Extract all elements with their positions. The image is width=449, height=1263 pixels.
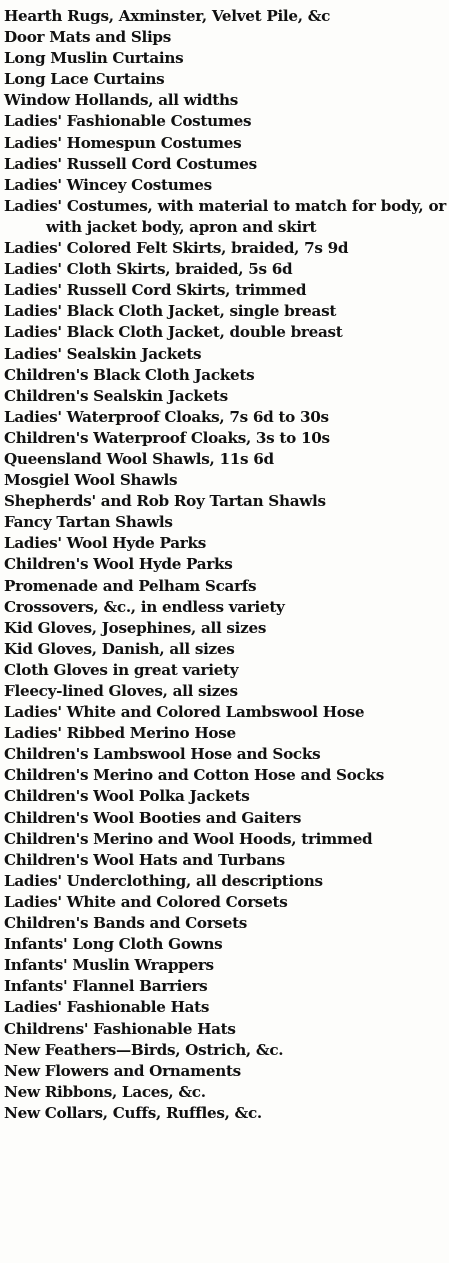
list-item: Infants' Muslin Wrappers bbox=[4, 956, 214, 975]
list-item: Children's Sealskin Jackets bbox=[4, 386, 228, 405]
list-item: Long Muslin Curtains bbox=[4, 49, 184, 68]
list-item: Children's Waterproof Cloaks, 3s to 10s bbox=[4, 428, 330, 447]
list-item: Hearth Rugs, Axminster, Velvet Pile, &c bbox=[4, 7, 331, 25]
list-item: Children's Wool Polka Jackets bbox=[4, 787, 250, 806]
list-item: Ladies' Fashionable Costumes bbox=[4, 112, 252, 131]
list-item: Door Mats and Slips bbox=[4, 28, 171, 47]
list-item: Ladies' Fashionable Hats bbox=[4, 998, 210, 1017]
list-item: Children's Black Cloth Jackets bbox=[4, 365, 255, 384]
list-item: Promenade and Pelham Scarfs bbox=[4, 576, 257, 595]
list-item: Infants' Long Cloth Gowns bbox=[4, 935, 223, 954]
list-item: Window Hollands, all widths bbox=[4, 91, 238, 110]
list-item: Ladies' Black Cloth Jacket, single breast bbox=[4, 302, 337, 321]
list-item: Children's Wool Hats and Turbans bbox=[4, 850, 285, 869]
list-item: Ladies' Russell Cord Costumes bbox=[4, 154, 257, 173]
list-item: Ladies' Wincey Costumes bbox=[4, 175, 212, 194]
list-item: New Feathers—Birds, Ostrich, &c. bbox=[4, 1040, 284, 1059]
list-item: Fleecy-lined Gloves, all sizes bbox=[4, 682, 238, 700]
list-item: Children's Lambswool Hose and Socks bbox=[4, 745, 321, 764]
list-item: Children's Wool Booties and Gaiters bbox=[4, 808, 302, 827]
list-item: New Ribbons, Laces, &c. bbox=[4, 1082, 206, 1101]
list-item: Queensland Wool Shawls, 11s 6d bbox=[4, 449, 274, 468]
list-item: Ladies' Russell Cord Skirts, trimmed bbox=[4, 281, 307, 300]
list-item: Ladies' Sealskin Jackets bbox=[4, 344, 202, 363]
list-item: Long Lace Curtains bbox=[4, 70, 165, 89]
list-item: Ladies' Colored Felt Skirts, braided, 7s 9d bbox=[4, 239, 349, 258]
list-item: Ladies' Homespun Costumes bbox=[4, 133, 242, 152]
list-item: Ladies' Waterproof Cloaks, 7s 6d to 30s bbox=[4, 407, 329, 426]
list-item: Childrens' Fashionable Hats bbox=[4, 1019, 236, 1038]
list-item: Ladies' Cloth Skirts, braided, 5s 6d bbox=[4, 260, 293, 279]
item-list bbox=[4, 6, 446, 1124]
list-item: Crossovers, &c., in endless variety bbox=[4, 597, 285, 616]
list-item: New Flowers and Ornaments bbox=[4, 1061, 241, 1080]
list-item: Ladies' Costumes, with material to match for body, or with jacket body, apron and skirt bbox=[4, 196, 446, 236]
list-item: Kid Gloves, Danish, all sizes bbox=[4, 639, 235, 658]
list-item: Children's Merino and Cotton Hose and Socks bbox=[4, 766, 384, 785]
list-item: Ladies' Ribbed Merino Hose bbox=[4, 724, 236, 743]
list-item: Ladies' Wool Hyde Parks bbox=[4, 534, 206, 553]
list-item: Ladies' White and Colored Lambswool Hose bbox=[4, 703, 365, 722]
list-item: Fancy Tartan Shawls bbox=[4, 513, 173, 532]
list-item: Cloth Gloves in great variety bbox=[4, 660, 239, 679]
list-item: Children's Wool Hyde Parks bbox=[4, 555, 233, 574]
list-item: Children's Bands and Corsets bbox=[4, 914, 248, 933]
list-item: Ladies' Underclothing, all descriptions bbox=[4, 871, 323, 890]
list-item: New Collars, Cuffs, Ruffles, &c. bbox=[4, 1103, 262, 1122]
list-item: Infants' Flannel Barriers bbox=[4, 977, 208, 996]
list-item: Shepherds' and Rob Roy Tartan Shawls bbox=[4, 492, 326, 511]
list-item: Ladies' White and Colored Corsets bbox=[4, 892, 288, 911]
list-item: Ladies' Black Cloth Jacket, double breast bbox=[4, 323, 343, 342]
list-item: Children's Merino and Wool Hoods, trimmed bbox=[4, 829, 373, 848]
list-item: Kid Gloves, Josephines, all sizes bbox=[4, 618, 267, 637]
list-item: Mosgiel Wool Shawls bbox=[4, 471, 178, 490]
